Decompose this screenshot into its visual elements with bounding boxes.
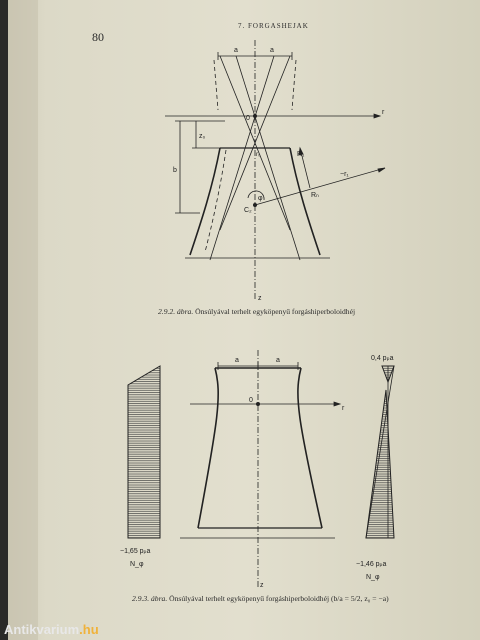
fig1-label-r0: r₀: [256, 152, 261, 158]
fig2-label-left-symbol: N_φ: [130, 561, 144, 568]
figure-2-9-2-number: 2.9.2. ábra.: [158, 307, 194, 316]
watermark-name: Antikvarium: [4, 622, 80, 637]
fig2-label-top-value: 0,4 pₚa: [371, 355, 394, 362]
fig2-label-left-value: −1,65 pₚa: [120, 548, 151, 555]
fig1-label-r1: −r₁: [340, 171, 349, 178]
fig2-label-r: r: [342, 405, 345, 412]
fig1-label-a-left: a: [234, 47, 238, 54]
fig1-label-phi: φ: [258, 195, 263, 202]
fig1-label-C2: C₂: [244, 207, 252, 214]
page-number: 80: [92, 30, 104, 44]
figure-2-9-2-caption: [158, 307, 355, 316]
paper: [8, 0, 480, 640]
watermark-domain: .hu: [79, 622, 99, 637]
fig2-label-z: z: [260, 582, 264, 589]
figure-2-9-3-caption: [132, 594, 389, 603]
figure-2-9-3-caption-text: Önsúlyával terhelt egyköpenyű forgáshiperboloidhéj (b/a = 5/2, z₀ = −a): [169, 594, 389, 603]
fig1-label-z: z: [258, 295, 262, 302]
fig2-label-a-right: a: [276, 357, 280, 364]
fig2-label-right-symbol: N_φ: [366, 574, 380, 581]
figure-2-9-2-caption-text: Önsúlyával terhelt egyköpenyű forgáshiperboloidhéj: [195, 307, 356, 316]
fig1-label-R1: R₁: [297, 151, 305, 158]
fig2-label-a-left: a: [235, 357, 239, 364]
running-head: 7. FORGASHEJAK: [238, 22, 309, 30]
fig1-label-z0: z₀: [199, 133, 206, 140]
fig2-label-right-value: −1,46 pₚa: [356, 561, 387, 568]
fig1-label-b: b: [173, 167, 177, 174]
fig1-label-a-right: a: [270, 47, 274, 54]
fig1-label-origin: 0: [246, 115, 250, 122]
figure-2-9-3-number: 2.9.3. ábra.: [132, 594, 168, 603]
watermark-logo: [4, 622, 99, 637]
fig2-label-origin: 0: [249, 397, 253, 404]
fig1-label-r: r: [382, 109, 385, 116]
fig1-label-Rn: Rₙ: [311, 192, 319, 199]
